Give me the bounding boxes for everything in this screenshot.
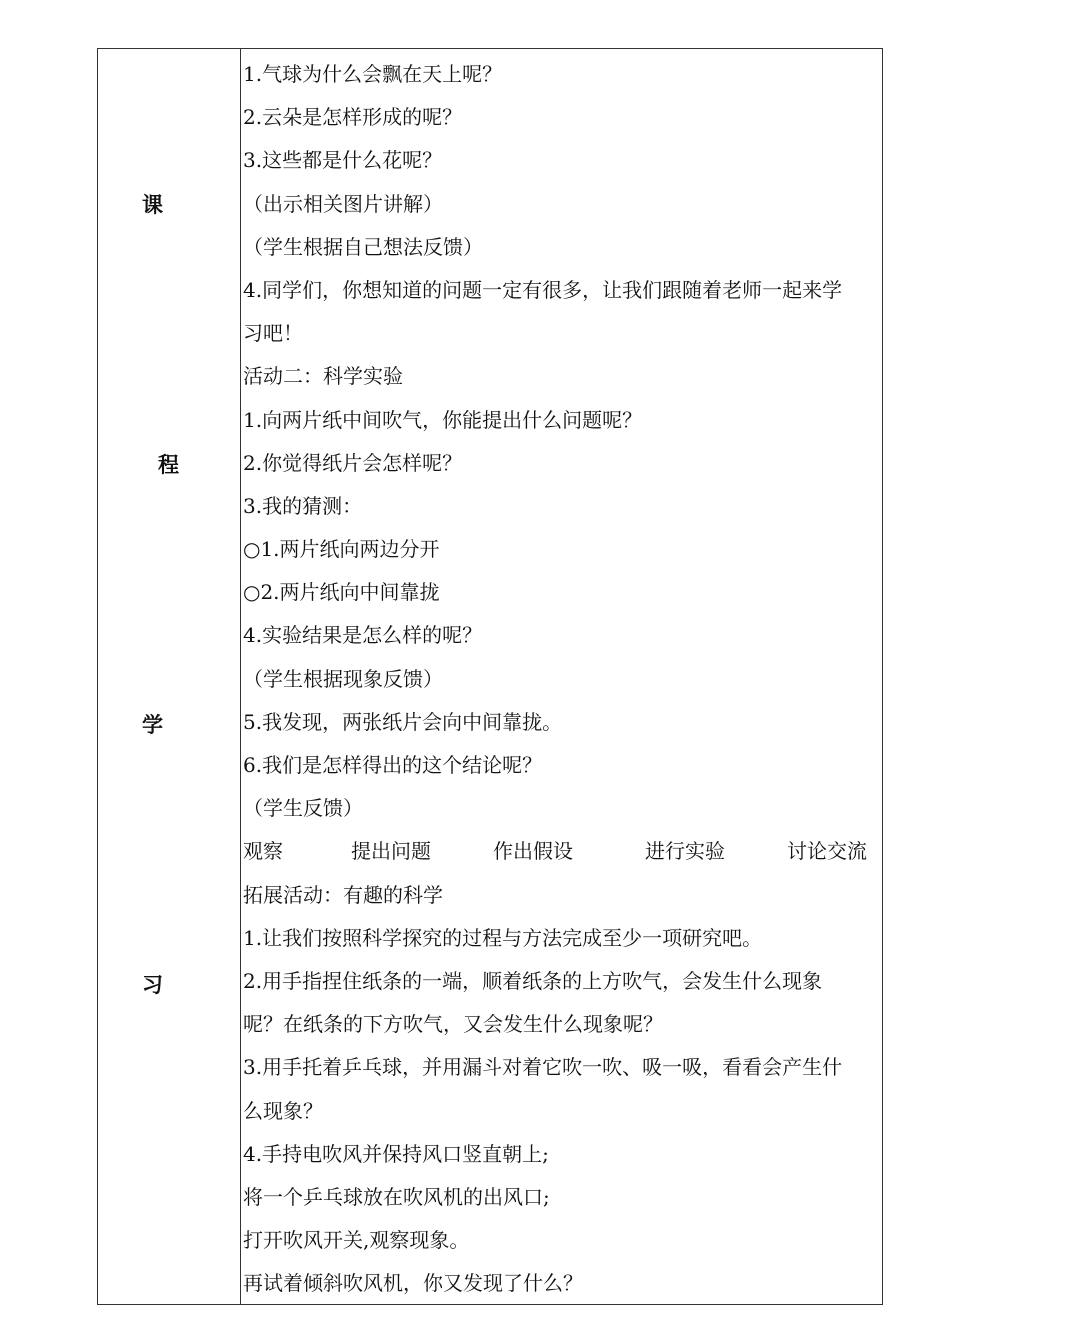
content-line: 打开吹风开关,观察现象。 xyxy=(243,1228,470,1253)
side-label-char-3: 学 xyxy=(142,713,163,737)
content-line: 6.我们是怎样得出的这个结论呢？ xyxy=(243,753,543,777)
inquiry-step: 提出问题 xyxy=(351,839,431,864)
content-line: 3.用手托着乒乓球，并用漏斗对着它吹一吹、吸一吸，看看会产生什 xyxy=(243,1055,843,1080)
lesson-table xyxy=(97,48,883,1305)
content-line: 4.实验结果是怎么样的呢？ xyxy=(243,623,483,648)
content-line: 再试着倾斜吹风机，你又发现了什么？ xyxy=(243,1271,583,1296)
content-line: （学生反馈） xyxy=(243,796,363,821)
content-line: （出示相关图片讲解） xyxy=(243,191,443,216)
lesson-content xyxy=(243,54,879,1306)
content-line: 3.我的猜测： xyxy=(243,493,363,518)
content-line: （学生根据自己想法反馈） xyxy=(243,234,483,259)
content-line: 4.同学们，你想知道的问题一定有很多，让我们跟随着老师一起来学 xyxy=(243,277,843,302)
content-line: 2.你觉得纸片会怎样呢？ xyxy=(243,450,463,475)
content-line: 2.云朵是怎样形成的呢？ xyxy=(243,105,463,130)
side-label-char-4: 习 xyxy=(142,973,163,997)
content-line: 么现象？ xyxy=(243,1098,323,1123)
content-line: 3.这些都是什么花呢？ xyxy=(243,148,443,173)
inquiry-step: 讨论交流 xyxy=(787,839,867,864)
side-label-char-2: 程 xyxy=(158,453,179,477)
content-line: 1.向两片纸中间吹气，你能提出什么问题呢？ xyxy=(243,407,643,432)
content-line: 4.手持电吹风并保持风口竖直朝上; xyxy=(243,1141,549,1166)
content-line: 5.我发现，两张纸片会向中间靠拢。 xyxy=(243,709,563,734)
content-line: 呢？在纸条的下方吹气，又会发生什么现象呢？ xyxy=(243,1012,663,1037)
column-divider xyxy=(240,49,241,1304)
activity-heading: 拓展活动：有趣的科学 xyxy=(243,882,443,907)
inquiry-steps-row xyxy=(243,831,879,874)
guess-option: ○1.两片纸向两边分开 xyxy=(243,537,440,562)
side-label-char-1: 课 xyxy=(142,193,163,217)
content-line: 1.让我们按照科学探究的过程与方法完成至少一项研究吧。 xyxy=(243,925,763,950)
inquiry-step: 作出假设 xyxy=(493,839,573,864)
activity-heading: 活动二：科学实验 xyxy=(243,364,403,389)
inquiry-step: 进行实验 xyxy=(645,839,725,864)
content-line: （学生根据现象反馈） xyxy=(243,666,443,691)
inquiry-step: 观察 xyxy=(243,839,283,864)
content-line: 1.气球为什么会飘在天上呢？ xyxy=(243,62,503,86)
content-line: 习吧！ xyxy=(243,321,303,346)
content-line: 2.用手指捏住纸条的一端，顺着纸条的上方吹气，会发生什么现象 xyxy=(243,968,823,993)
guess-option: ○2.两片纸向中间靠拢 xyxy=(243,580,440,605)
content-line: 将一个乒乓球放在吹风机的出风口; xyxy=(243,1184,550,1209)
